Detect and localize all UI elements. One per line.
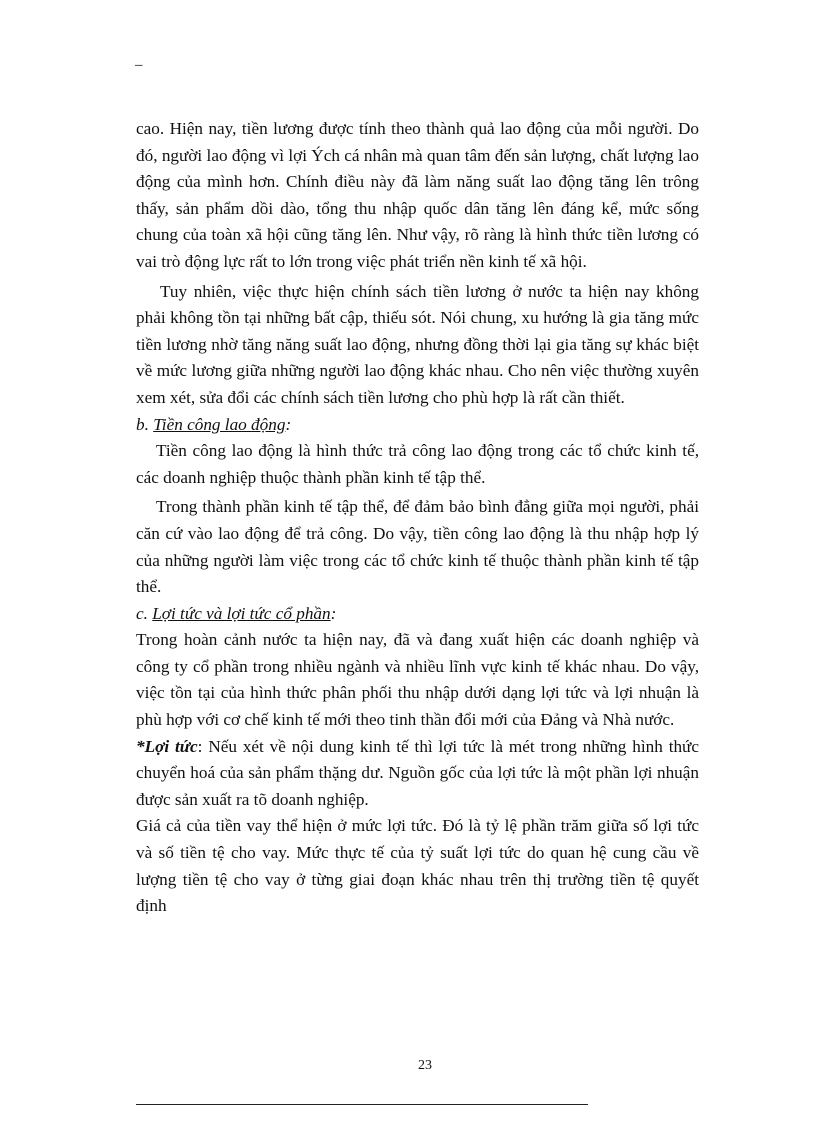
paragraph-1: cao. Hiện nay, tiền lương được tính theo thành quả lao động của mỗi người. Do đó, người lao động vì lợi Ých cá nhân mà quan tâm đến sản lượng, chất lượng lao động của mình hơn. Chính điều này đã làm năng suất lao động tăng lên trông thấy, sản phẩm dồi dào, tổng thu nhập quốc dân tăng lên đáng kể, mức sống chung của toàn xã hội cũng tăng lên. Như vậy, rõ ràng là hình thức tiền lương có vai trò động lực rất to lớn trong việc phát triển nền kinh tế xã hội. bbox=[136, 119, 699, 271]
heading-b-title: Tiền công lao động bbox=[153, 414, 286, 434]
heading-c bbox=[136, 601, 699, 628]
paragraph-6-body: : Nếu xét về nội dung kinh tế thì lợi tức là mét trong những hình thức chuyển hoá của sản phẩm thặng dư. Nguồn gốc của lợi tức là một phần lợi nhuận được sản xuất ra tõ doanh nghiệp. bbox=[136, 736, 700, 809]
heading-c-suffix: : bbox=[330, 603, 337, 623]
heading-c-title: Lợi tức và lợi tức cổ phần bbox=[152, 603, 331, 623]
paragraph-7: Giá cả của tiền vay thể hiện ở mức lợi tức. Đó là tỷ lệ phần trăm giữa số lợi tức và số tiền tệ cho vay. Mức thực tế của tỷ suất lợi tức do quan hệ cung cầu về lượng tiền tệ cho vay ở từng giai đoạn khác nhau trên thị trường tiền tệ quyết định bbox=[136, 816, 699, 916]
header-mark: – bbox=[135, 57, 143, 73]
document-body bbox=[136, 116, 699, 920]
heading-b bbox=[136, 412, 699, 439]
heading-b-suffix: : bbox=[285, 414, 292, 434]
heading-c-prefix: c. bbox=[136, 603, 153, 623]
paragraph-4: Trong thành phần kinh tế tập thể, để đảm bảo bình đẳng giữa mọi người, phải căn cứ vào lao động để trả công. Do vậy, tiền công lao động là thu nhập hợp lý của những người làm việc trong các tổ chức kinh tế thuộc thành phần kinh tế tập thể. bbox=[136, 497, 699, 597]
paragraph-5: Trong hoàn cảnh nước ta hiện nay, đã và đang xuất hiện các doanh nghiệp và công ty cổ phần trong nhiều ngành và nhiều lĩnh vực kinh tế khác nhau. Do vậy, việc tồn tại của hình thức phân phối thu nhập dưới dạng lợi tức và lợi nhuận là phù hợp với cơ chế kinh tế mới theo tinh thần đổi mới của Đảng và Nhà nước. bbox=[136, 630, 699, 730]
page-number: 23 bbox=[418, 1058, 432, 1073]
paragraph-3: Tiền công lao động là hình thức trả công lao động trong các tổ chức kinh tế, các doanh nghiệp thuộc thành phần kinh tế tập thể. bbox=[136, 441, 699, 487]
heading-b-prefix: b. bbox=[136, 414, 154, 434]
paragraph-6-label: *Lợi tức bbox=[136, 736, 198, 756]
paragraph-6 bbox=[136, 734, 699, 814]
footer-rule bbox=[136, 1104, 588, 1105]
paragraph-2: Tuy nhiên, việc thực hiện chính sách tiền lương ở nước ta hiện nay không phải không tồn tại những bất cập, thiếu sót. Nói chung, xu hướng là gia tăng mức tiền lương nhờ tăng năng suất lao động, nhưng đồng thời lại gia tăng sự khác biệt về mức lương giữa những người lao động khác nhau. Cho nên việc thường xuyên xem xét, sửa đổi các chính sách tiền lương cho phù hợp là rất cần thiết. bbox=[136, 281, 699, 407]
